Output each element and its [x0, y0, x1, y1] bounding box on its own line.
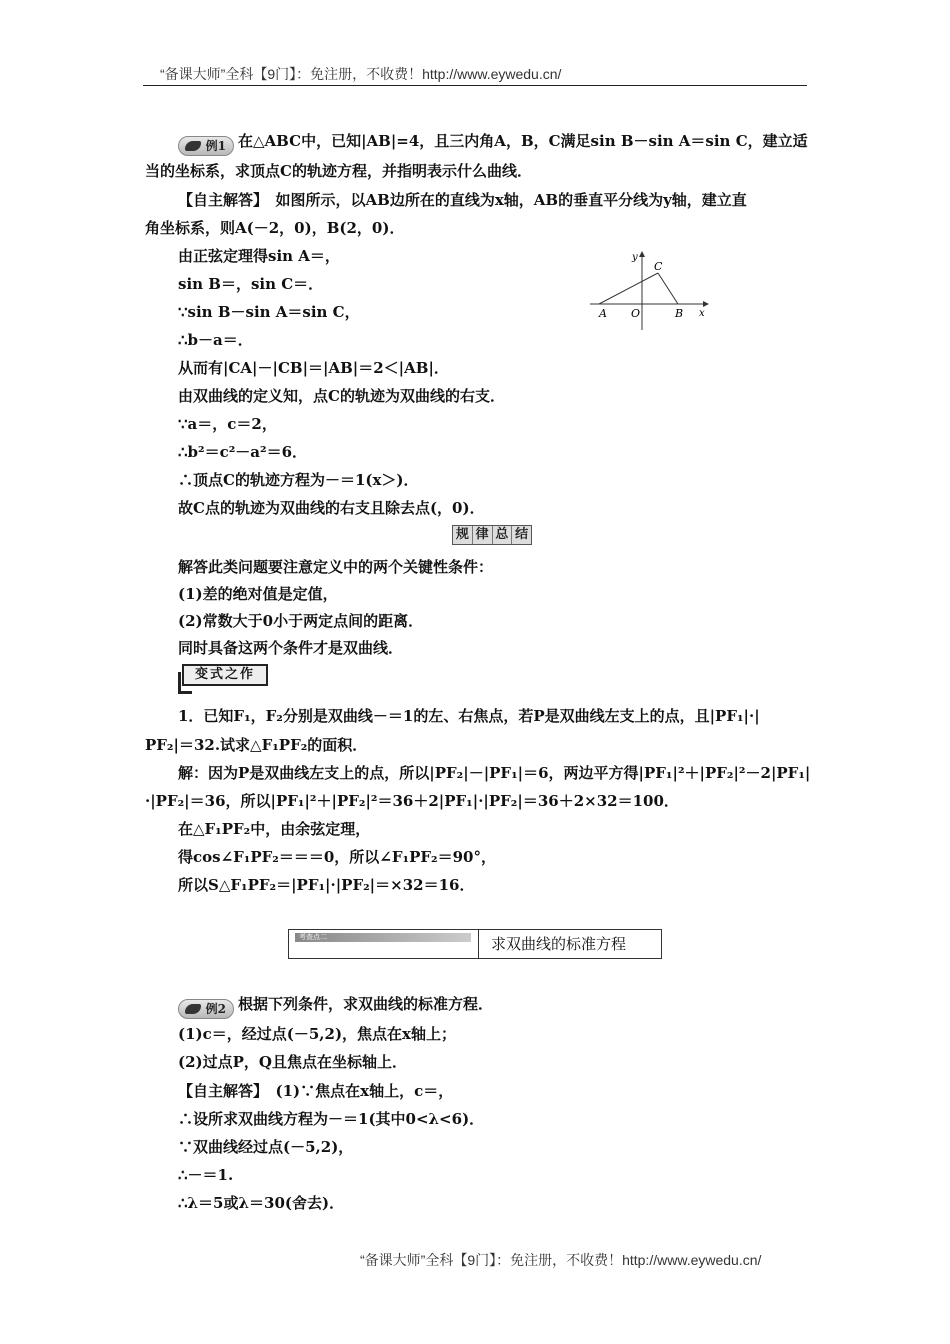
summary-line: 同时具备这两个条件才是双曲线．: [178, 639, 404, 657]
variant-badge: [178, 664, 270, 694]
variant-solution-line2: ·|PF₂|＝36，所以|PF₁|²＋|PF₂|²＝36＋2|PF₁|·|PF₂|＝36＋2×32＝100．: [145, 792, 679, 810]
example1-step: ∴顶点C的轨迹方程为－＝1(x＞)．: [178, 471, 419, 489]
y-axis-arrow: [639, 251, 645, 257]
example2-step: ∴λ＝5或λ＝30(舍去)．: [178, 1194, 345, 1212]
label-o: O: [631, 307, 641, 320]
summary-badge-char: 律: [473, 526, 493, 544]
example1-step: ∵sin B－sin A＝sin C，: [178, 303, 360, 321]
example1-step: ∴b²＝c²－a²＝6．: [178, 443, 308, 461]
example2-line1: 例2 根据下列条件，求双曲线的标准方程．: [178, 994, 493, 1019]
label-y: y: [632, 252, 638, 263]
summary-line: 解答此类问题要注意定义中的两个关键性条件：: [178, 558, 494, 576]
example1-step: 从而有|CA|－|CB|＝|AB|＝2＜|AB|．: [178, 359, 449, 377]
example1-tag: 例1: [178, 136, 234, 156]
variant-solution-line3: 在△F₁PF₂中，由余弦定理，: [178, 820, 371, 838]
variant-question-line2: PF₂|＝32.试求△F₁PF₂的面积．: [145, 736, 368, 754]
example1-line2: 当的坐标系，求顶点C的轨迹方程，并指明表示什么曲线．: [145, 162, 532, 180]
example2-step: ∴设所求双曲线方程为－＝1(其中0<λ<6)．: [178, 1110, 485, 1128]
variant-question-line1: 1．已知F₁，F₂分别是双曲线－＝1的左、右焦点，若P是双曲线左支上的点，且|PF₁|·|: [178, 707, 760, 725]
coordinate-figure: [585, 248, 710, 333]
label-x: x: [699, 308, 705, 319]
example2-step: ∵双曲线经过点(－5,2)，: [178, 1138, 354, 1156]
variant-solution-line4: 得cos∠F₁PF₂＝＝＝0，所以∠F₁PF₂＝90°，: [178, 848, 496, 866]
example2-line2: (1)c＝，经过点(－5,2)，焦点在x轴上；: [178, 1025, 456, 1043]
example1-line1: 例1 在△ABC中，已知|AB|=4，且三内角A，B，C满足sin B－sin A＝sin C，建立适: [178, 131, 808, 156]
example2-line3: (2)过点P，Q且焦点在坐标轴上．: [178, 1053, 407, 1071]
summary-badge-char: 总: [493, 526, 513, 544]
summary-badge-char: 规: [453, 526, 473, 544]
variant-solution-line1: 解：因为P是双曲线左支上的点，所以|PF₂|－|PF₁|＝6，两边平方得|PF₁|²＋|PF₂|²－2|PF₁|: [178, 764, 811, 782]
example1-solution-line1: 【自主解答】 如图所示，以AB边所在的直线为x轴，AB的垂直平分线为y轴，建立直: [178, 191, 747, 209]
variant-solution-line5: 所以S△F₁PF₂＝|PF₁|·|PF₂|＝×32＝16．: [178, 876, 475, 894]
page-footer: “备课大师”全科【9门】：免注册，不收费！http://www.eywedu.cn/: [360, 1252, 762, 1268]
keypoint-box: [288, 929, 662, 959]
label-b: B: [675, 307, 684, 320]
variant-badge-label: 变式之作: [182, 664, 268, 686]
example1-step: 由正弦定理得sin A＝，: [178, 247, 340, 265]
example1-solution-line2: 角坐标系，则A(－2，0)，B(2，0)．: [145, 219, 405, 237]
page-header: “备课大师”全科【9门】：免注册，不收费！http://www.eywedu.cn/: [160, 66, 562, 82]
x-axis-arrow: [703, 301, 709, 307]
summary-badge-char: 结: [515, 527, 529, 542]
keypoint-label: 考查点二: [295, 933, 471, 942]
example2-solution-line1: 【自主解答】 (1)∵焦点在x轴上，c＝，: [178, 1082, 454, 1100]
example1-step: 故C点的轨迹为双曲线的右支且除去点(，0)．: [178, 499, 485, 517]
example1-step: ∴b－a＝．: [178, 331, 253, 349]
summary-badge: [452, 525, 532, 545]
example2-step: ∴－＝1.: [178, 1166, 234, 1184]
example2-tag: 例2: [178, 999, 234, 1019]
segment-cb: [658, 273, 678, 304]
keypoint-title: 求双曲线的标准方程: [491, 935, 627, 953]
example1-step: sin B＝，sin C＝．: [178, 275, 324, 293]
header-rule: [143, 85, 807, 86]
example1-step: 由双曲线的定义知，点C的轨迹为双曲线的右支．: [178, 387, 505, 405]
label-c: C: [654, 260, 663, 273]
summary-line: (2)常数大于0小于两定点间的距离．: [178, 612, 424, 630]
summary-line: (1)差的绝对值是定值，: [178, 585, 338, 603]
label-a: A: [599, 307, 607, 320]
keypoint-label-cell: [289, 930, 479, 958]
example1-step: ∵a＝，c＝2，: [178, 415, 277, 433]
segment-ac: [599, 273, 658, 304]
